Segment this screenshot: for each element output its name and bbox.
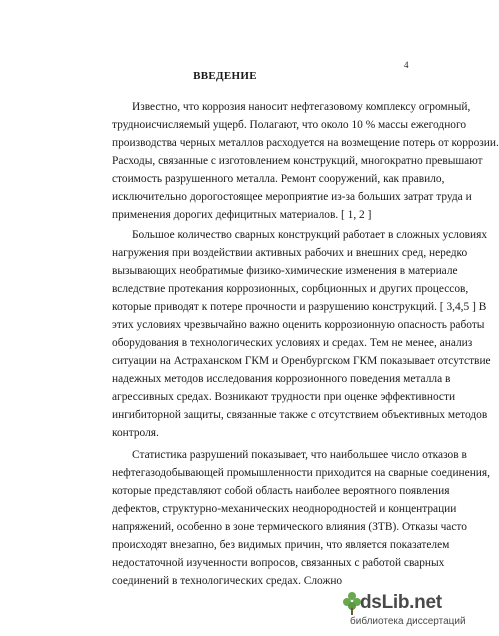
text-line: применения дорогих дефицитных материалов. [ 1, 2 ] (112, 209, 372, 221)
text-line: исключительно дорогостоящее мероприятие из-за больших затрат труда и (112, 191, 472, 203)
text-line: оборудования в технологических условиях и средах. Тем не менее, анализ (112, 337, 473, 349)
text-line: вследствие протекания коррозионных, сорбционных и других процессов, (112, 283, 469, 295)
text-line: Известно, что коррозия наносит нефтегазовому комплексу огромный, (132, 101, 471, 113)
watermark-title: dsLib.net (360, 592, 442, 613)
text-line: стоимость разрушенного металла. Ремонт сооружений, как правило, (112, 173, 445, 185)
text-line: агрессивных средах. Возникают трудности при оценке эффективности (112, 391, 456, 403)
text-line: напряжений, особенно в зоне термического влияния (ЗТВ). Отказы часто (112, 521, 467, 533)
text-line: дефектов, структурно-механических неоднородностей и концентрации (112, 503, 457, 515)
watermark (338, 588, 466, 636)
text-line: которые представляют собой область наиболее вероятного появления (112, 485, 450, 497)
text-line: ситуации на Астраханском ГКМ и Оренбургском ГКМ показывает отсутствие (112, 355, 491, 367)
text-line: Статистика разрушений показывает, что наибольшее число отказов в (132, 449, 467, 461)
text-line: Расходы, связанные с изготовлением конструкций, многократно превышают (112, 155, 483, 167)
text-line: надежных методов исследования коррозионного поведения металла в (112, 373, 451, 385)
tree-icon (342, 590, 362, 616)
page-number: 4 (404, 60, 409, 70)
text-line: производства черных металлов расходуется на возмещение потерь от коррозии. (112, 137, 499, 149)
text-line: соединений в технологических средах. Сложно (112, 575, 343, 587)
text-line: недостаточной изученности вопросов, связанных с работой сварных (112, 557, 445, 569)
text-line: трудноисчисляемый ущерб. Полагают, что около 10 % массы ежегодного (112, 119, 467, 131)
text-line: этих условиях чрезвычайно важно оценить коррозионную опасность работы (112, 319, 485, 331)
text-line: ингибиторной защиты, связанные также с отсутствием объективных методов (112, 409, 488, 421)
text-line: происходят внезапно, без видимых причин, что является показателем (112, 539, 450, 551)
text-line: которые приводят к потере прочности и разрушению конструкций. [ 3,4,5 ] В (112, 301, 487, 313)
text-line: Большое количество сварных конструкций работает в сложных условиях (132, 229, 488, 241)
text-line: контроля. (112, 427, 159, 439)
watermark-subtitle: библиотека диссертаций (350, 616, 466, 627)
text-line: нагружения при воздействии активных рабочих и внешних сред, нередко (112, 247, 468, 259)
section-title: ВВЕДЕНИЕ (193, 70, 257, 82)
text-line: вызывающих необратимые физико-химические изменения в материале (112, 265, 458, 277)
text-line: нефтегазодобывающей промышленности приходится на сварные соединения, (112, 467, 490, 479)
